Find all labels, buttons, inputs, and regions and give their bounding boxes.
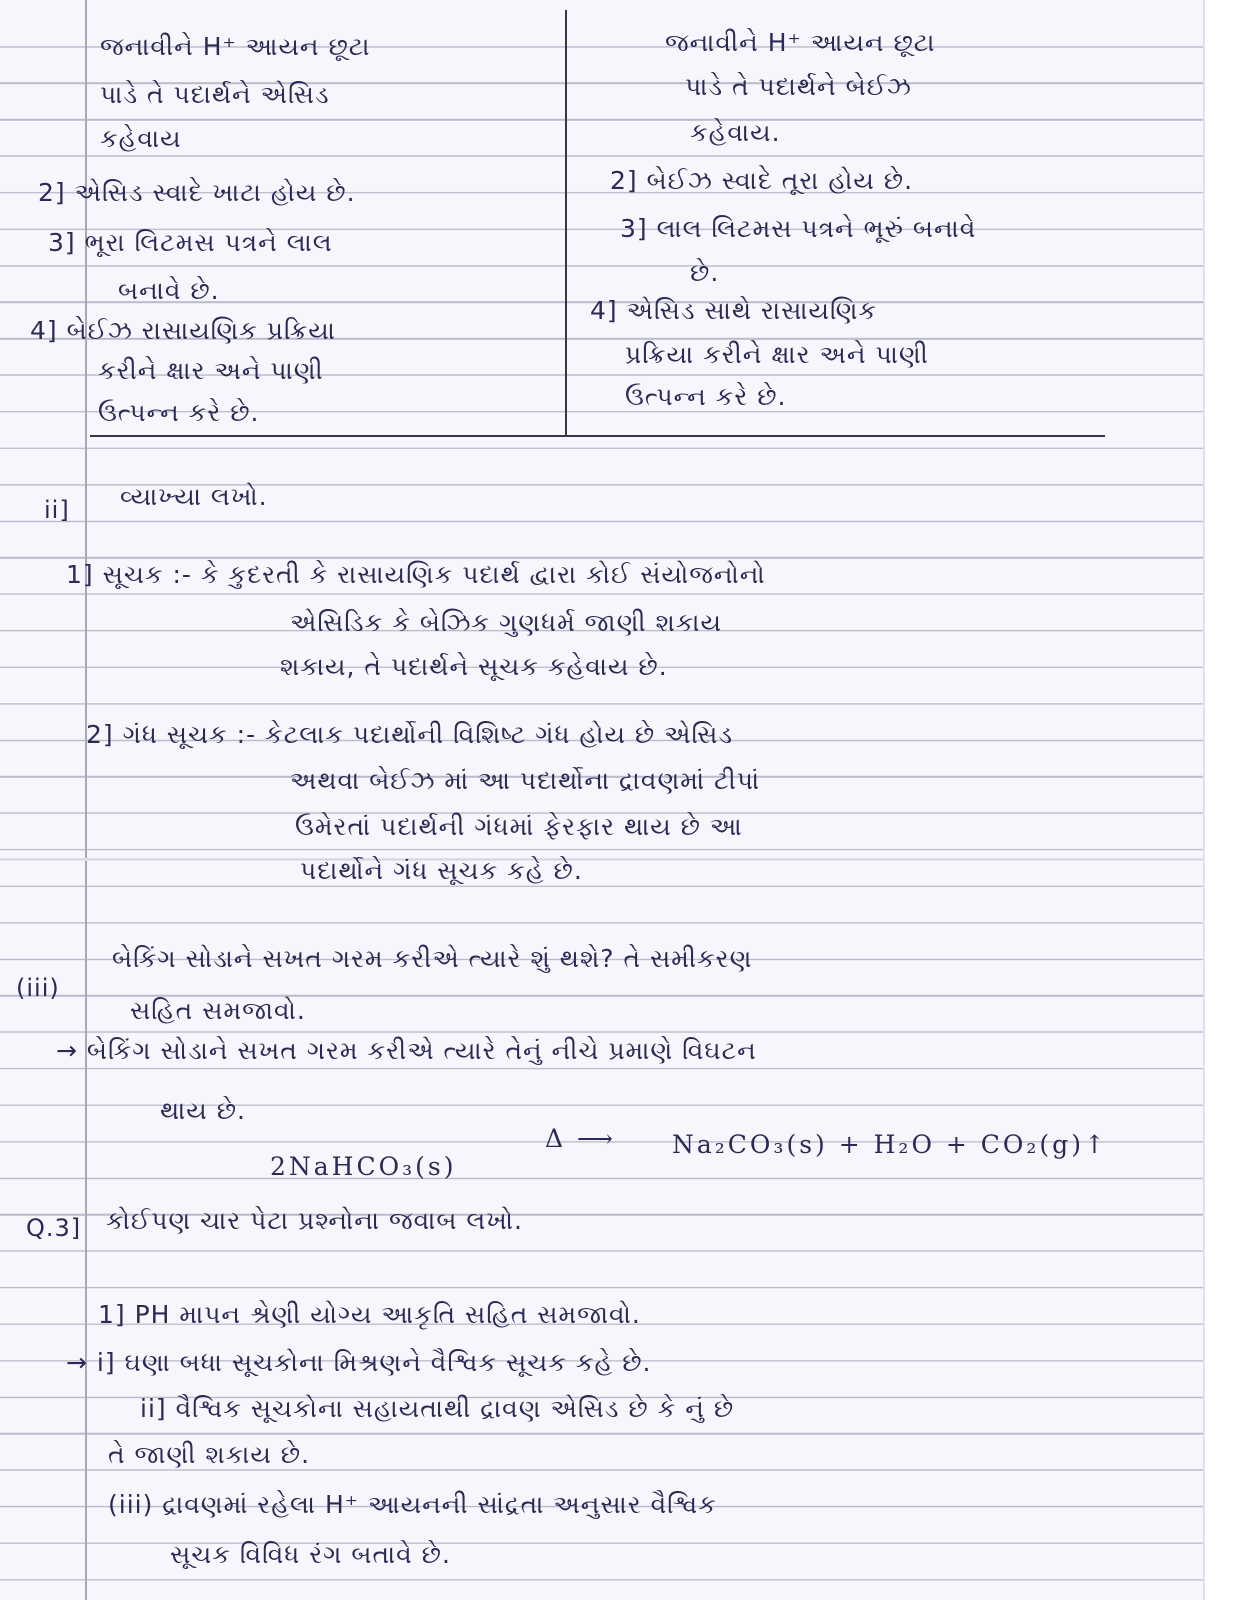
question-line: બેકિંગ સોડાને સખત ગરમ કરીએ ત્યારે શું થશે? તે સમીકરણ [112,944,753,973]
table-left-line: પાડે તે પદાર્થને એસિડ [100,80,330,109]
table-left-line: કરીને ક્ષાર અને પાણી [98,356,324,385]
equation-reactant: 2NaHCO₃(s) [270,1152,457,1181]
equation-products: Na₂CO₃(s) + H₂O + CO₂(g)↑ [672,1130,1108,1159]
answer-point: ii] વૈશ્વિક સૂચકોના સહાયતાથી દ્રાવણ એસિડ છે કે નું છે [140,1394,735,1423]
table-left-line: બનાવે છે. [118,276,220,305]
definition-line: એસિડિક કે બેઝિક ગુણધર્મ જાણી શકાય [290,608,722,637]
definition-line: શકાય, તે પદાર્થને સૂચક કહેવાય છે. [280,652,668,681]
table-right-line: 2] બેઈઝ સ્વાદે તૂરા હોય છે. [610,166,914,195]
answer-point: (iii) દ્રાવણમાં રહેલા H⁺ આયનની સાંદ્રતા અનુસાર વૈશ્વિક [108,1490,717,1519]
table-left-line: 2] એસિડ સ્વાદે ખાટા હોય છે. [38,178,356,207]
table-right-line: પ્રક્રિયા કરીને ક્ષાર અને પાણી [625,340,929,369]
equation-arrow: Δ ⟶ [545,1124,616,1153]
question-line: સહિત સમજાવો. [130,996,306,1025]
table-left-line: 4] બેઈઝ રાસાયણિક પ્રક્રિયા [30,316,336,345]
table-right-line: કહેવાય. [690,118,781,147]
table-right-line: છે. [690,258,720,287]
definition-line: 2] ગંધ સૂચક :- કેટલાક પદાર્થોની વિશિષ્ટ ગંધ હોય છે એસિડ [86,720,734,749]
table-right-line: ઉત્પન્ન કરે છે. [625,382,787,411]
answer-line: → બેકિંગ સોડાને સખત ગરમ કરીએ ત્યારે તેનું નીચે પ્રમાણે વિઘટન [56,1036,757,1065]
table-right-line: 3] લાલ લિટમસ પત્રને ભૂરું બનાવે [620,214,977,243]
definition-line: અથવા બેઈઝ માં આ પદાર્થોના દ્રાવણમાં ટીપાં [290,766,761,795]
answer-point: સૂચક વિવિધ રંગ બતાવે છે. [170,1540,451,1569]
question-heading: વ્યાખ્યા લખો. [120,482,268,511]
definition-line: 1] સૂચક :- કે કુદરતી કે રાસાયણિક પદાર્થ દ્વારા કોઈ સંયોજનોનો [66,560,766,589]
question-marker: (iii) [16,974,60,1002]
table-left-line: જનાવીને H⁺ આયન છૂટા [100,32,371,61]
question-heading: કોઈપણ ચાર પેટા પ્રશ્નોના જવાબ લખો. [106,1206,524,1235]
sub-question: 1] PH માપન શ્રેણી યોગ્ય આકૃતિ સહિત સમજાવો. [98,1300,641,1329]
table-left-line: ઉત્પન્ન કરે છે. [98,398,260,427]
table-right-line: 4] એસિડ સાથે રાસાયણિક [590,296,878,325]
question-marker: ii] [44,496,70,524]
answer-point: તે જાણી શકાય છે. [108,1440,311,1469]
definition-line: પદાર્થોને ગંધ સૂચક કહે છે. [300,856,583,885]
table-right-line: જનાવીને H⁺ આયન છૂટા [665,28,936,57]
page-fold [0,858,1205,861]
question-marker: Q.3] [26,1214,82,1242]
table-column-divider [565,10,567,435]
definition-line: ઉમેરતાં પદાર્થની ગંધમાં ફેરફાર થાય છે આ [295,812,743,841]
answer-point: → i] ઘણા બધા સૂચકોના મિશ્રણને વૈશ્વિક સૂચક કહે છે. [66,1348,652,1377]
page-edge [1203,0,1237,1600]
table-right-line: પાડે તે પદાર્થને બેઈઝ [685,72,912,101]
table-left-line: 3] ભૂરા લિટમસ પત્રને લાલ [48,228,333,257]
answer-line: થાય છે. [160,1096,246,1125]
table-left-line: કહેવાય [100,124,182,153]
